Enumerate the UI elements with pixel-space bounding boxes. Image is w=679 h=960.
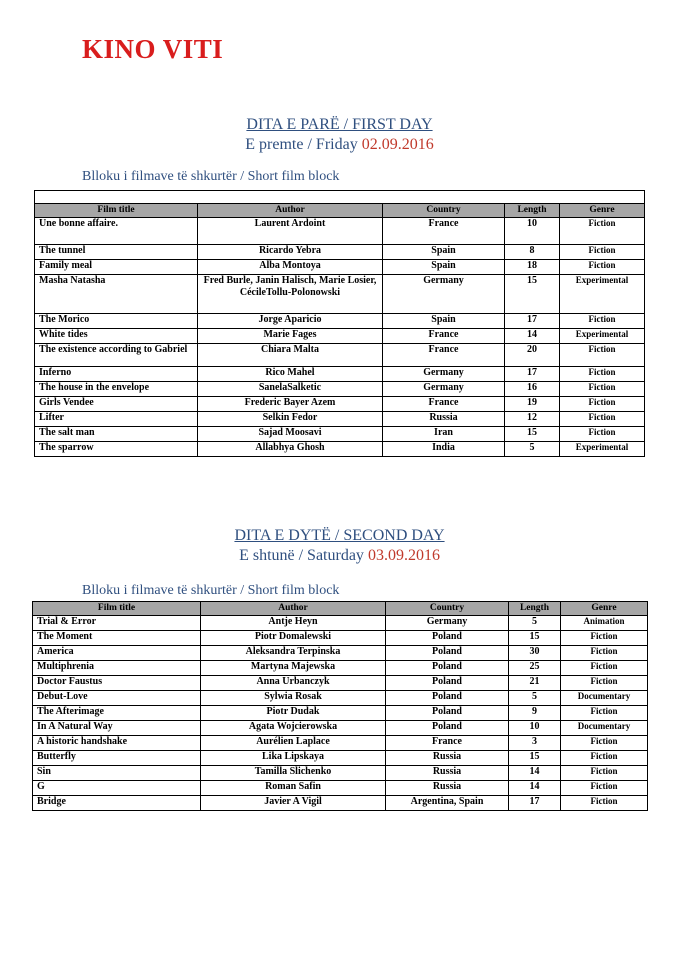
country-cell: Russia	[386, 766, 509, 781]
film-title-cell: The salt man	[35, 427, 198, 442]
author-cell: Frederic Bayer Azem	[198, 397, 383, 412]
film-title-cell: Sin	[33, 766, 201, 781]
country-cell: Germany	[383, 382, 505, 397]
length-cell: 17	[505, 314, 560, 329]
table-row	[35, 218, 645, 245]
film-title-cell: In A Natural Way	[33, 721, 201, 736]
day1-film-table	[34, 190, 645, 457]
table-row	[33, 796, 648, 811]
film-title-cell: The sparrow	[35, 442, 198, 457]
day2-block-label: Blloku i filmave të shkurtër / Short film block	[82, 583, 340, 598]
column-header: Country	[386, 602, 509, 616]
day1-date: 02.09.2016	[361, 136, 434, 153]
header-row	[35, 204, 645, 218]
film-title-cell: Une bonne affaire.	[35, 218, 198, 245]
author-cell: Antje Heyn	[201, 616, 386, 631]
column-header: Author	[198, 204, 383, 218]
length-cell: 8	[505, 245, 560, 260]
author-cell: Sajad Moosavi	[198, 427, 383, 442]
column-header: Film title	[35, 204, 198, 218]
day1-block-label: Blloku i filmave të shkurtër / Short film block	[82, 169, 340, 184]
length-cell: 12	[505, 412, 560, 427]
length-cell: 5	[509, 691, 561, 706]
column-header: Author	[201, 602, 386, 616]
day2-subtitle: E shtunë / Saturday 03.09.2016	[239, 547, 440, 564]
genre-cell: Fiction	[561, 661, 648, 676]
length-cell: 14	[505, 329, 560, 344]
author-cell: Alba Montoya	[198, 260, 383, 275]
author-cell: Aleksandra Terpinska	[201, 646, 386, 661]
genre-cell: Documentary	[561, 691, 648, 706]
country-cell: India	[383, 442, 505, 457]
film-title-cell: Multiphrenia	[33, 661, 201, 676]
length-cell: 21	[509, 676, 561, 691]
table-row	[35, 245, 645, 260]
film-title-cell: The Afterimage	[33, 706, 201, 721]
length-cell: 15	[509, 631, 561, 646]
table-row	[33, 706, 648, 721]
author-cell: Ricardo Yebra	[198, 245, 383, 260]
country-cell: Iran	[383, 427, 505, 442]
film-title-cell: America	[33, 646, 201, 661]
genre-cell: Fiction	[561, 706, 648, 721]
film-title-cell: The tunnel	[35, 245, 198, 260]
genre-cell: Fiction	[560, 314, 645, 329]
genre-cell: Animation	[561, 616, 648, 631]
film-title-cell: The house in the envelope	[35, 382, 198, 397]
table-row	[35, 367, 645, 382]
table-row	[35, 427, 645, 442]
country-cell: France	[386, 736, 509, 751]
author-cell: Marie Fages	[198, 329, 383, 344]
country-cell: France	[383, 329, 505, 344]
country-cell: Germany	[383, 275, 505, 314]
column-header: Film title	[33, 602, 201, 616]
genre-cell: Experimental	[560, 442, 645, 457]
genre-cell: Fiction	[560, 367, 645, 382]
author-cell: Anna Urbanczyk	[201, 676, 386, 691]
country-cell: Spain	[383, 245, 505, 260]
film-title-cell: Butterfly	[33, 751, 201, 766]
length-cell: 17	[509, 796, 561, 811]
film-title-cell: White tides	[35, 329, 198, 344]
country-cell: Russia	[383, 412, 505, 427]
film-title-cell: Inferno	[35, 367, 198, 382]
country-cell: Poland	[386, 721, 509, 736]
author-cell: Piotr Dudak	[201, 706, 386, 721]
film-title-cell: Girls Vendee	[35, 397, 198, 412]
film-title-cell: Bridge	[33, 796, 201, 811]
table-row	[33, 751, 648, 766]
table-row	[35, 344, 645, 367]
table-row	[33, 766, 648, 781]
country-cell: France	[383, 344, 505, 367]
genre-cell: Fiction	[560, 218, 645, 245]
column-header: Genre	[561, 602, 648, 616]
country-cell: Poland	[386, 706, 509, 721]
genre-cell: Experimental	[560, 329, 645, 344]
genre-cell: Fiction	[560, 245, 645, 260]
author-cell: Lika Lipskaya	[201, 751, 386, 766]
film-title-cell: The Morico	[35, 314, 198, 329]
table-row	[35, 329, 645, 344]
author-cell: Martyna Majewska	[201, 661, 386, 676]
genre-cell: Fiction	[560, 397, 645, 412]
length-cell: 18	[505, 260, 560, 275]
blank-row	[35, 191, 645, 204]
genre-cell: Fiction	[561, 796, 648, 811]
length-cell: 14	[509, 781, 561, 796]
film-title-cell: Masha Natasha	[35, 275, 198, 314]
country-cell: Germany	[386, 616, 509, 631]
column-header: Country	[383, 204, 505, 218]
country-cell: Spain	[383, 260, 505, 275]
header-row	[33, 602, 648, 616]
column-header: Length	[505, 204, 560, 218]
column-header: Length	[509, 602, 561, 616]
genre-cell: Fiction	[561, 736, 648, 751]
brand-title: KINO VITI	[82, 34, 224, 64]
table-row	[35, 412, 645, 427]
author-cell: Roman Safin	[201, 781, 386, 796]
day1-title: DITA E PARË / FIRST DAY	[246, 116, 433, 133]
table-row	[35, 397, 645, 412]
table-row	[35, 314, 645, 329]
genre-cell: Fiction	[561, 766, 648, 781]
length-cell: 25	[509, 661, 561, 676]
author-cell: Aurélien Laplace	[201, 736, 386, 751]
author-cell: Allabhya Ghosh	[198, 442, 383, 457]
country-cell: Germany	[383, 367, 505, 382]
genre-cell: Experimental	[560, 275, 645, 314]
country-cell: Poland	[386, 661, 509, 676]
length-cell: 20	[505, 344, 560, 367]
genre-cell: Fiction	[560, 260, 645, 275]
table-row	[33, 646, 648, 661]
film-title-cell: Family meal	[35, 260, 198, 275]
film-title-cell: A historic handshake	[33, 736, 201, 751]
author-cell: Sylwia Rosak	[201, 691, 386, 706]
table-row	[33, 736, 648, 751]
length-cell: 30	[509, 646, 561, 661]
country-cell: France	[383, 397, 505, 412]
country-cell: Russia	[386, 781, 509, 796]
length-cell: 9	[509, 706, 561, 721]
length-cell: 15	[505, 427, 560, 442]
author-cell: Laurent Ardoint	[198, 218, 383, 245]
country-cell: Argentina, Spain	[386, 796, 509, 811]
length-cell: 17	[505, 367, 560, 382]
author-cell: Fred Burle, Janin Halisch, Marie Losier, CécileTollu-Polonowski	[198, 275, 383, 314]
day2-film-table	[32, 601, 648, 811]
genre-cell: Fiction	[560, 412, 645, 427]
genre-cell: Fiction	[561, 751, 648, 766]
genre-cell: Fiction	[561, 646, 648, 661]
table-row	[33, 661, 648, 676]
day1-subtitle: E premte / Friday 02.09.2016	[245, 136, 434, 153]
table-row	[33, 781, 648, 796]
length-cell: 14	[509, 766, 561, 781]
film-title-cell: G	[33, 781, 201, 796]
country-cell: Poland	[386, 676, 509, 691]
film-title-cell: The Moment	[33, 631, 201, 646]
day2-date: 03.09.2016	[367, 547, 440, 564]
length-cell: 5	[509, 616, 561, 631]
author-cell: Rico Mahel	[198, 367, 383, 382]
table-row	[35, 260, 645, 275]
author-cell: SanelaSalketic	[198, 382, 383, 397]
film-title-cell: Doctor Faustus	[33, 676, 201, 691]
author-cell: Tamilla Slichenko	[201, 766, 386, 781]
country-cell: Russia	[386, 751, 509, 766]
day2-title: DITA E DYTË / SECOND DAY	[234, 527, 445, 544]
length-cell: 10	[509, 721, 561, 736]
author-cell: Jorge Aparicio	[198, 314, 383, 329]
country-cell: Poland	[386, 631, 509, 646]
length-cell: 16	[505, 382, 560, 397]
length-cell: 5	[505, 442, 560, 457]
table-row	[33, 721, 648, 736]
author-cell: Javier A Vigil	[201, 796, 386, 811]
table-row	[35, 382, 645, 397]
country-cell: Spain	[383, 314, 505, 329]
table-row	[33, 631, 648, 646]
length-cell: 15	[505, 275, 560, 314]
film-title-cell: Trial & Error	[33, 616, 201, 631]
column-header: Genre	[560, 204, 645, 218]
genre-cell: Fiction	[560, 427, 645, 442]
genre-cell: Fiction	[561, 781, 648, 796]
author-cell: Selkin Fedor	[198, 412, 383, 427]
film-title-cell: Lifter	[35, 412, 198, 427]
table-row	[33, 691, 648, 706]
genre-cell: Fiction	[561, 676, 648, 691]
length-cell: 3	[509, 736, 561, 751]
genre-cell: Fiction	[560, 344, 645, 367]
table-row	[33, 676, 648, 691]
genre-cell: Documentary	[561, 721, 648, 736]
genre-cell: Fiction	[560, 382, 645, 397]
table-row	[35, 442, 645, 457]
country-cell: Poland	[386, 646, 509, 661]
country-cell: France	[383, 218, 505, 245]
author-cell: Chiara Malta	[198, 344, 383, 367]
genre-cell: Fiction	[561, 631, 648, 646]
length-cell: 15	[509, 751, 561, 766]
author-cell: Agata Wojcierowska	[201, 721, 386, 736]
table-row	[35, 275, 645, 314]
film-title-cell: The existence according to Gabriel	[35, 344, 198, 367]
length-cell: 19	[505, 397, 560, 412]
table-row	[33, 616, 648, 631]
length-cell: 10	[505, 218, 560, 245]
country-cell: Poland	[386, 691, 509, 706]
author-cell: Piotr Domalewski	[201, 631, 386, 646]
film-title-cell: Debut-Love	[33, 691, 201, 706]
